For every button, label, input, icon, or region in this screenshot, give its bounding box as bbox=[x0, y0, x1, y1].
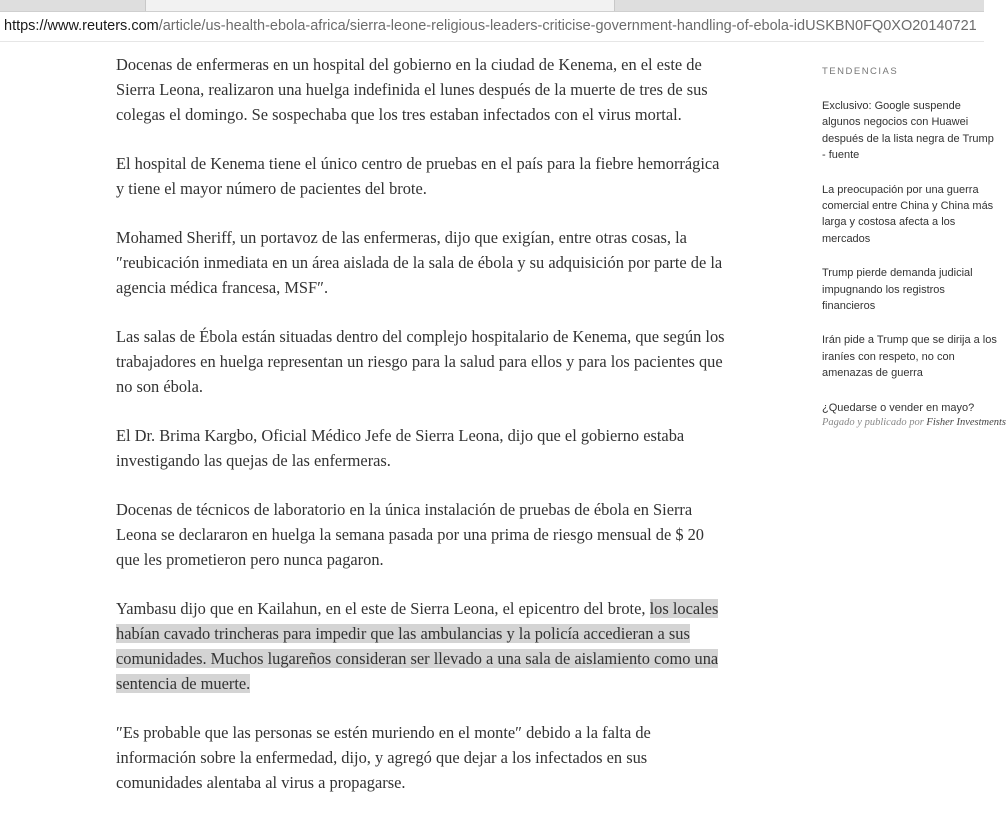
sponsored-prefix: Pagado y publicado por bbox=[822, 417, 927, 429]
article-paragraph-8: ″Es probable que las personas se estén muriendo en el monte″ debido a la falta de información sobre la enfermedad, dijo, y agregó que dejar a los infectados en sus comunidades alentaba al virus a propagarse. bbox=[116, 723, 651, 792]
trending-sidebar bbox=[822, 64, 1006, 430]
article-paragraph-1: Docenas de enfermeras en un hospital del gobierno en la ciudad de Kenema, en el este de Sierra Leona, realizaron una huelga indefinida el lunes después de la muerte de tres de sus colegas el domingo. Se sospechaba que los tres estaban infectados con el virus mortal. bbox=[116, 55, 708, 124]
trending-item-2[interactable]: La preocupación por una guerra comercial entre China y China más larga y costosa afecta a los mercados bbox=[822, 183, 994, 245]
sponsored-credit bbox=[822, 416, 1006, 430]
article-paragraph-7 bbox=[116, 596, 726, 696]
address-bar[interactable] bbox=[0, 12, 984, 42]
article-paragraph-3: Mohamed Sheriff, un portavoz de las enfermeras, dijo que exigían, entre otras cosas, la ″reubicación inmediata en un área aislada de la sala de ébola y su adquisición por parte de la agencia médica francesa, MSF″. bbox=[116, 228, 723, 297]
trending-title: TENDENCIAS bbox=[822, 66, 899, 77]
url-host: https://www.reuters.com bbox=[4, 18, 159, 34]
article-paragraph-2: El hospital de Kenema tiene el único centro de pruebas en el país para la fiebre hemorrágica y tiene el mayor número de pacientes del brote. bbox=[116, 154, 720, 198]
paragraph-7-text: Yambasu dijo que en Kailahun, en el este de Sierra Leona, el epicentro del brote, bbox=[116, 599, 650, 618]
trending-item-4[interactable]: Irán pide a Trump que se dirija a los iraníes con respeto, no con amenazas de guerra bbox=[822, 334, 997, 380]
article-paragraph-4: Las salas de Ébola están situadas dentro del complejo hospitalario de Kenema, que según los trabajadores en huelga representan un riesgo para la salud para ellos y para los pacientes que no son ébola. bbox=[116, 327, 725, 396]
article-body bbox=[116, 52, 726, 819]
article-paragraph-6: Docenas de técnicos de laboratorio en la única instalación de pruebas de ébola en Sierra Leona se declararon en huelga la semana pasada por una prima de riesgo mensual de $ 20 que les prometieron pero nunca pagaron. bbox=[116, 500, 705, 569]
url-path: /article/us-health-ebola-africa/sierra-leone-religious-leaders-criticise-government-handling-of-ebola-idUSKBN0FQ0XO20140721 bbox=[158, 18, 977, 34]
article-paragraph-5: El Dr. Brima Kargbo, Oficial Médico Jefe de Sierra Leona, dijo que el gobierno estaba investigando las quejas de las enfermeras. bbox=[116, 426, 685, 470]
highlighted-selection: los locales habían cavado trincheras para impedir que las ambulancias y la policía accedieran a sus comunidades. Muchos lugareños consideran ser llevado a una sala de aislamiento como una sentencia de muerte. bbox=[116, 599, 719, 693]
sponsor-link[interactable]: Fisher Investments bbox=[926, 417, 1006, 429]
trending-item-5[interactable]: ¿Quedarse o vender en mayo? bbox=[822, 401, 975, 414]
trending-item-3[interactable]: Trump pierde demanda judicial impugnando los registros financieros bbox=[822, 267, 973, 313]
browser-tab[interactable] bbox=[145, 0, 615, 11]
browser-tab-strip bbox=[0, 0, 984, 12]
trending-item-1[interactable]: Exclusivo: Google suspende algunos negocios con Huawei después de la lista negra de Trump - fuente bbox=[822, 100, 994, 162]
